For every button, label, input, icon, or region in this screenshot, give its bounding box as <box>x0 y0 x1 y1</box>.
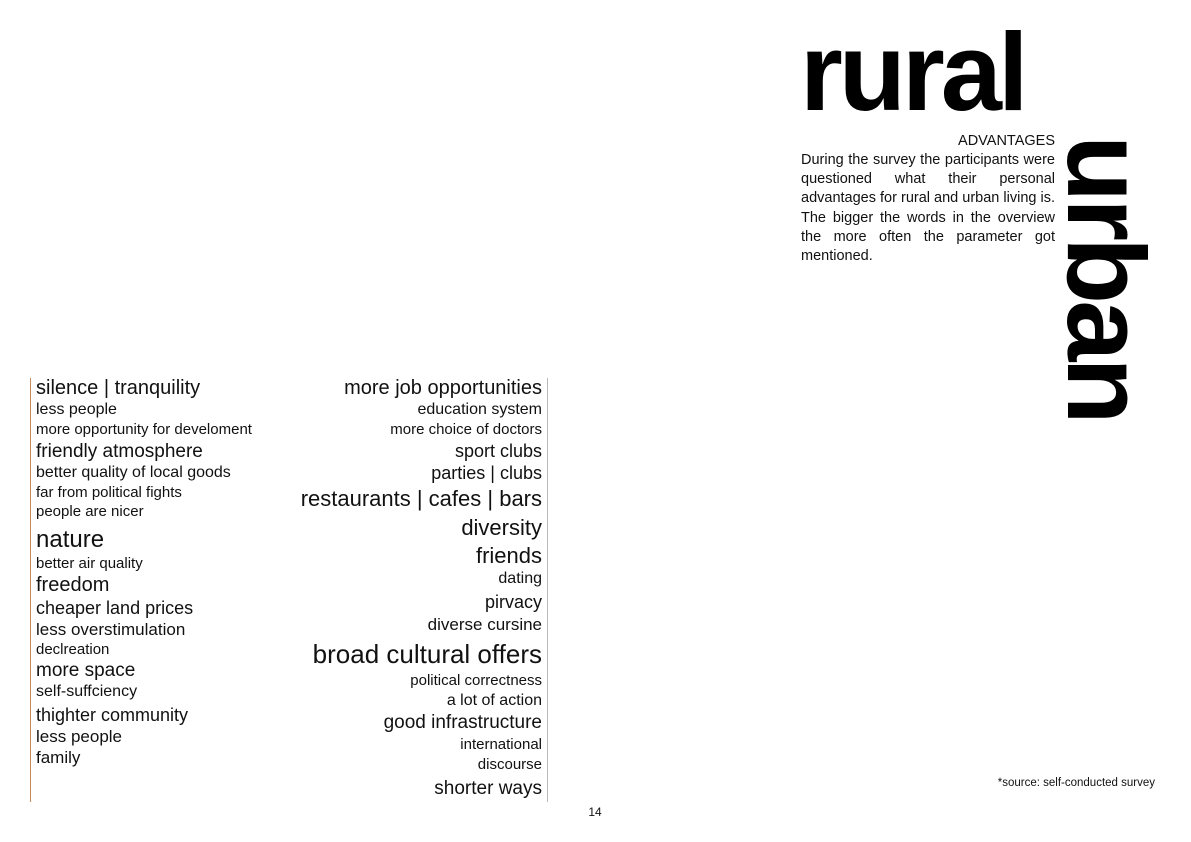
title-urban: urban <box>1044 135 1167 421</box>
title-rural: rural <box>800 11 1025 134</box>
rural-advantage-item: friendly atmosphere <box>36 441 203 462</box>
description-paragraph: During the survey the participants were questioned what their personal advantages for rural and urban living is. The bigger the words in the overview the more often the parameter got mentioned. <box>801 152 1055 265</box>
rural-advantages-list <box>36 376 296 769</box>
urban-advantage-item: parties | clubs <box>431 463 542 483</box>
rural-advantage-item: less people <box>36 401 117 418</box>
rural-advantage-item: freedom <box>36 574 110 596</box>
page-number: 14 <box>588 805 602 819</box>
rural-advantage-item: cheaper land prices <box>36 598 194 618</box>
rural-advantage-item: silence | tranquility <box>36 377 201 399</box>
urban-advantage-item: diverse cursine <box>427 615 542 634</box>
right-divider <box>547 378 548 802</box>
urban-advantage-item: political correctness <box>410 672 542 689</box>
rural-advantage-item: more space <box>36 660 136 681</box>
urban-advantages-list <box>262 376 542 801</box>
rural-advantage-item: self-suffciency <box>36 683 138 700</box>
urban-advantage-item: restaurants | cafes | bars <box>300 486 542 511</box>
urban-advantage-item: broad cultural offers <box>312 639 542 669</box>
urban-advantage-item: discourse <box>477 756 542 773</box>
urban-advantage-item: more job opportunities <box>344 377 542 399</box>
urban-advantage-item: friends <box>475 543 542 568</box>
rural-advantage-item: family <box>36 748 81 767</box>
rural-advantage-item: far from political fights <box>36 484 182 501</box>
rural-advantage-item: thighter community <box>36 705 189 725</box>
source-note: *source: self-conducted survey <box>997 777 1155 789</box>
rural-advantage-item: better air quality <box>36 555 143 572</box>
urban-advantage-item: pirvacy <box>484 592 542 612</box>
urban-advantage-item: education system <box>417 401 542 418</box>
urban-advantage-item: dating <box>498 570 542 587</box>
urban-advantage-item: good infrastructure <box>383 712 542 733</box>
rural-advantage-item: more opportunity for develoment <box>36 421 252 438</box>
left-divider <box>30 378 31 802</box>
rural-advantage-item: better quality of local goods <box>36 464 231 481</box>
rural-advantage-item: less overstimulation <box>36 620 186 639</box>
section-heading: ADVANTAGES <box>958 133 1055 149</box>
rural-advantage-item: nature <box>36 526 105 553</box>
urban-advantage-item: more choice of doctors <box>390 421 542 438</box>
urban-advantage-item: sport clubs <box>454 441 542 461</box>
urban-advantage-item: international <box>460 736 542 753</box>
urban-advantage-item: a lot of action <box>446 692 542 709</box>
urban-advantage-item: shorter ways <box>434 778 542 799</box>
urban-advantage-item: diversity <box>461 515 542 540</box>
rural-advantage-item: declreation <box>36 641 110 658</box>
rural-advantage-item: less people <box>36 727 123 746</box>
rural-advantage-item: people are nicer <box>36 503 144 520</box>
